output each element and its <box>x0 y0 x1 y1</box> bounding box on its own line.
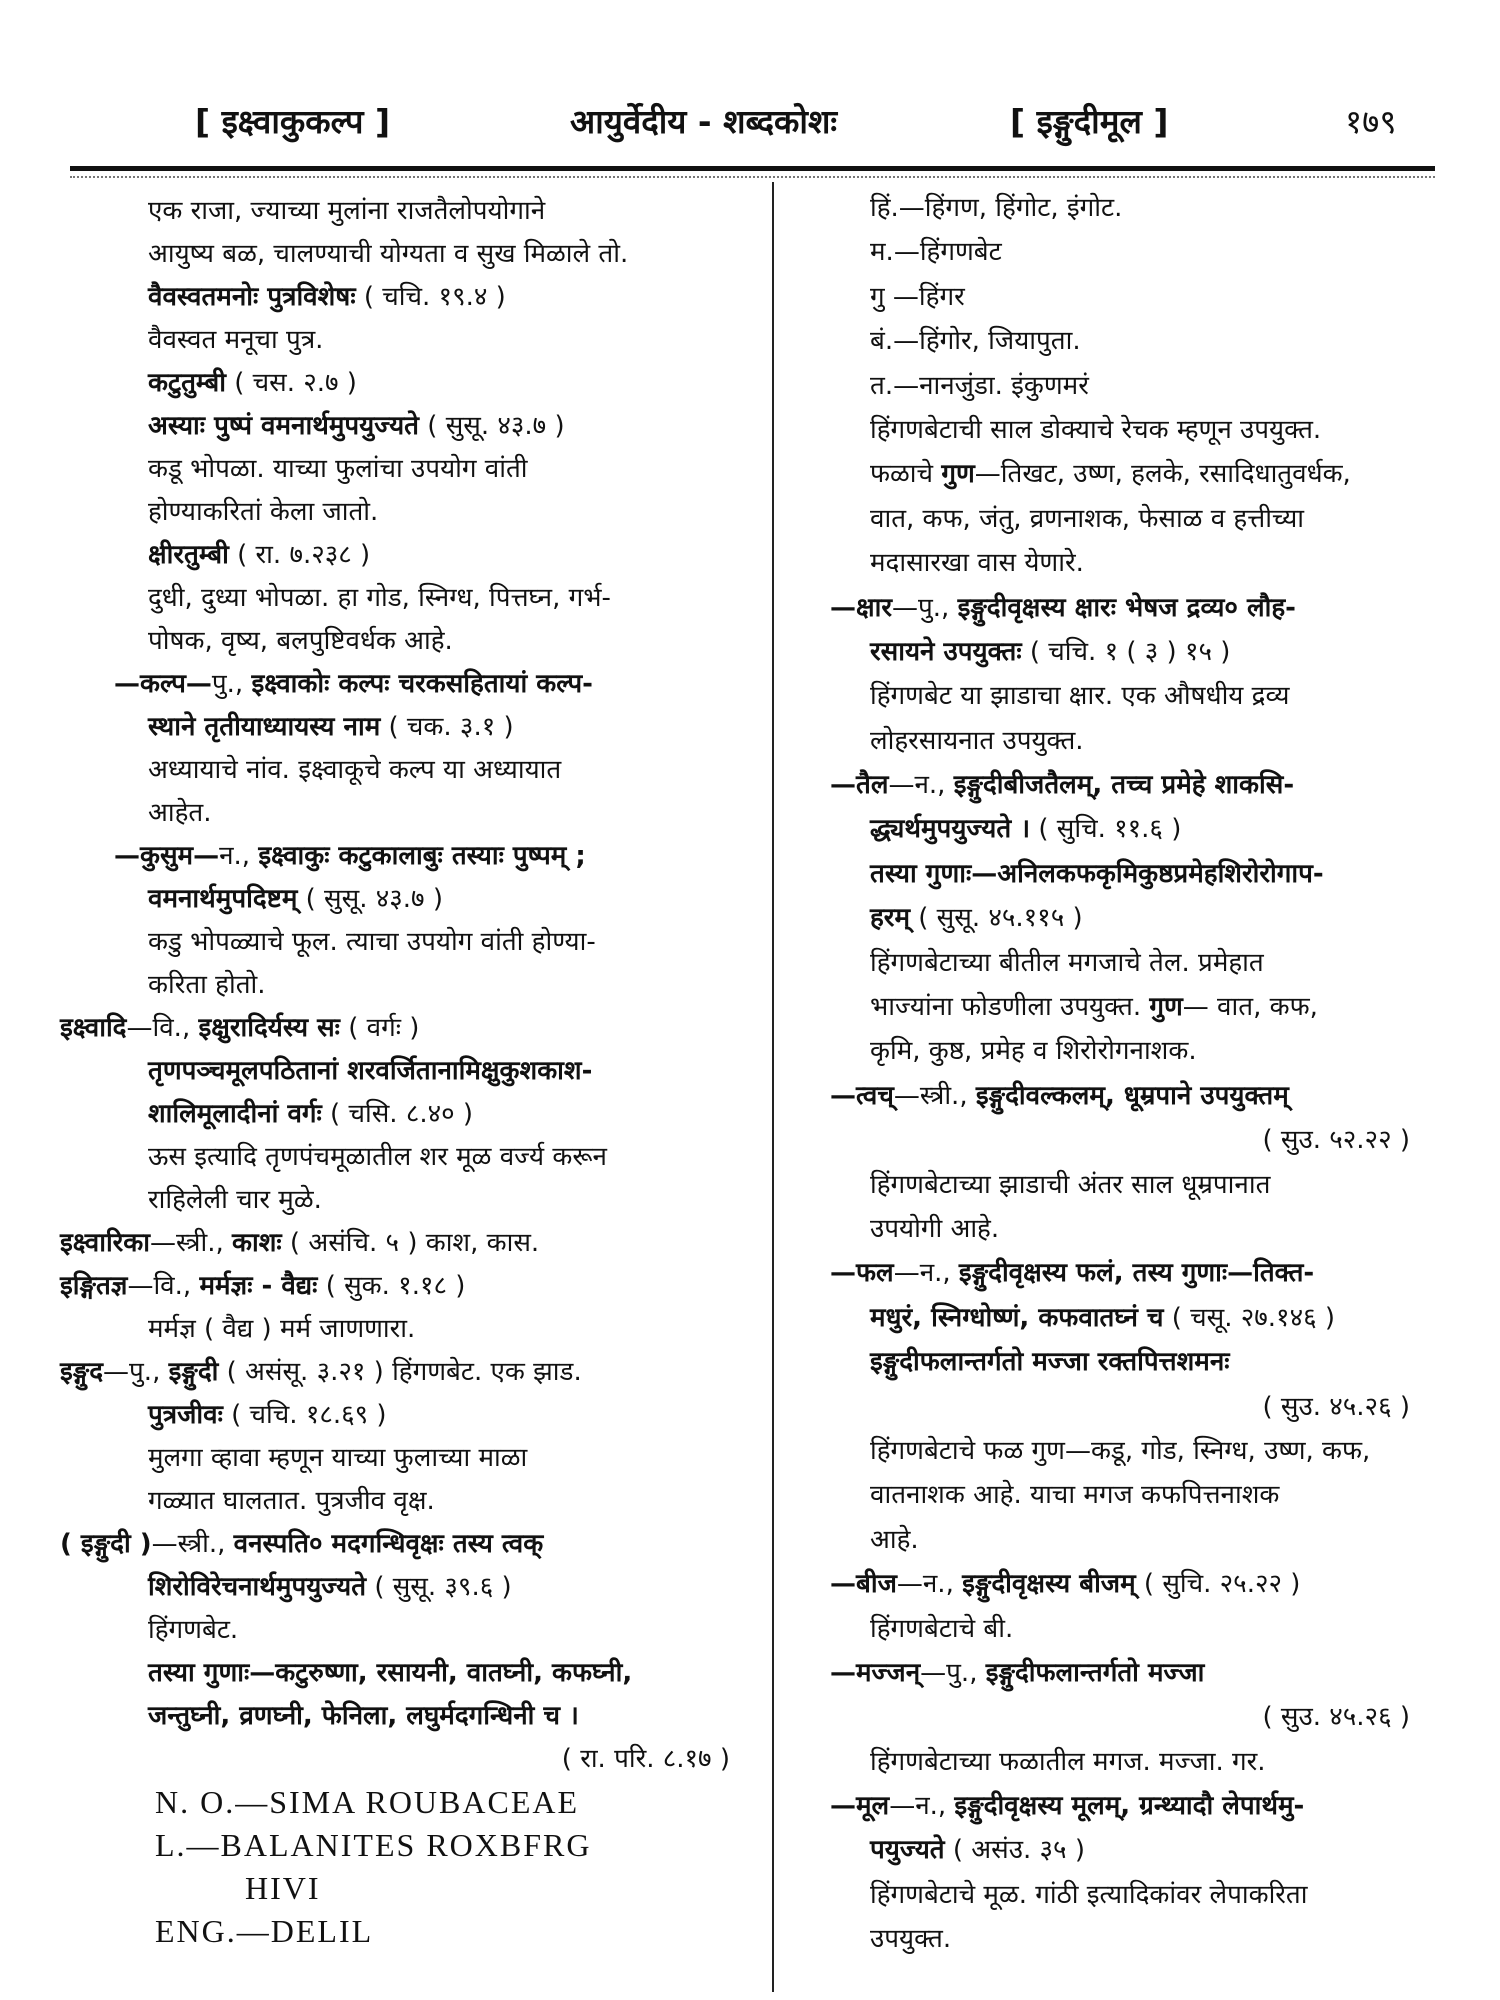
text-line <box>830 896 1440 940</box>
header-dotted-rule <box>70 176 1435 178</box>
text-line <box>60 319 760 362</box>
text: ( चचि. १ ( ३ ) १५ ) <box>1021 636 1231 667</box>
running-head-left: [ इक्ष्वाकुकल्प ] <box>195 102 391 141</box>
text: ( चचि. १९.४ ) <box>355 282 506 312</box>
text: —वि., <box>126 1013 199 1043</box>
bold-text: इङ्गुदीवृक्षस्य फलं, तस्य गुणाः—तिक्त- <box>958 1258 1315 1289</box>
text: होण्याकरितां केला जातो. <box>148 497 379 527</box>
text: हिंगणबेटाची साल डोक्याचे रेचक म्हणून उपयुक्त. <box>870 414 1322 445</box>
text-line <box>830 1385 1440 1429</box>
text-line <box>830 1029 1440 1073</box>
entry-headword-line <box>830 586 1440 630</box>
text: ( असंचि. ५ ) काश, कास. <box>281 1228 540 1258</box>
text-line <box>830 1828 1440 1872</box>
sub-entry-line <box>60 835 760 878</box>
text: गु —हिंगर <box>870 281 965 312</box>
text-line <box>830 452 1440 496</box>
text-line <box>830 364 1440 408</box>
text: —न., <box>896 1569 963 1600</box>
text: म.—हिंगणबेट <box>870 237 1002 268</box>
bold-text: इक्ष्वादि <box>60 1013 127 1043</box>
text-line <box>830 941 1440 985</box>
bold-text: —फल <box>830 1258 894 1289</box>
bold-text: ( इङ्गुदी ) <box>60 1529 152 1559</box>
text-line <box>60 921 760 964</box>
text: एक राजा, ज्याच्या मुलांना राजतैलोपयोगाने <box>148 196 546 226</box>
text: ( रा. परि. ८.१७ ) <box>561 1744 730 1774</box>
text: त.—नानजुंडा. इंकुणमरं <box>870 370 1089 401</box>
bold-text: इङ्गुदीफलान्तर्गतो मज्जा रक्तपित्तशमनः <box>870 1347 1230 1378</box>
text-line <box>60 1910 760 1953</box>
text: हिंगणबेटाच्या बीतील मगजाचे तेल. प्रमेहात <box>870 947 1264 978</box>
text-line <box>60 448 760 491</box>
bold-text: —कल्प— <box>114 669 212 699</box>
bold-text: काशः <box>232 1228 282 1258</box>
entry-headword-line <box>830 1651 1440 1695</box>
text: L.—BALANITES ROXBFRG <box>155 1827 592 1863</box>
bold-text: तस्या गुणाः—अनिलकफकृमिकुष्ठप्रमेहशिरोरोगाप- <box>870 858 1324 889</box>
text: ( चसि. ८.४० ) <box>321 1099 474 1129</box>
text: ( असंसू. ३.२१ ) हिंगणबेट. एक झाड. <box>218 1357 582 1387</box>
text-line <box>830 1429 1440 1473</box>
text-line <box>830 674 1440 718</box>
text: ( असंउ. ३५ ) <box>944 1835 1085 1866</box>
bold-text: —मूल <box>830 1791 890 1822</box>
text-line <box>60 1136 760 1179</box>
text-line <box>60 190 760 233</box>
entry-headword-line <box>830 1784 1440 1828</box>
bold-text: इङ्गुदीवृक्षस्य बीजम् <box>962 1569 1136 1600</box>
bold-text: तस्या गुणाः—कटुरुष्णा, रसायनी, वातघ्नी, कफघ्नी, <box>148 1658 633 1688</box>
text: वात, कफ, जंतु, व्रणनाशक, फेसाळ व हत्तीच्या <box>870 503 1305 534</box>
text: — वात, कफ, <box>1182 992 1318 1023</box>
header-rule <box>70 166 1435 171</box>
text-line <box>830 1473 1440 1517</box>
text-line <box>830 1695 1440 1739</box>
text: ऊस इत्यादि तृणपंचमूळातील शर मूळ वर्ज्य करून <box>148 1142 607 1172</box>
text: हिंगणबेटाच्या झाडाची अंतर साल धूम्रपानात <box>870 1169 1271 1200</box>
page-number: १७९ <box>1345 102 1397 141</box>
bold-text: इक्ष्वारिका <box>60 1228 151 1258</box>
text-line <box>60 1652 760 1695</box>
entry-headword-line <box>830 1562 1440 1606</box>
bold-text: इक्षुरादिर्यस्य सः <box>198 1013 340 1043</box>
bold-text: —कुसुम— <box>114 841 220 871</box>
text: —पु., <box>103 1357 169 1387</box>
text-line <box>60 1695 760 1738</box>
text: —पु., <box>892 592 958 623</box>
text: अध्यायाचे नांव. इक्ष्वाकूचे कल्प या अध्यायात <box>148 755 562 785</box>
text-line <box>830 1163 1440 1207</box>
text-line <box>60 1437 760 1480</box>
text: आहे. <box>870 1524 919 1555</box>
text-line <box>60 1824 760 1867</box>
text-line <box>830 230 1440 274</box>
bold-text: द्ध्यर्थमुपयुज्यते । <box>870 814 1031 845</box>
bold-text: रसायने उपयुक्तः <box>870 636 1022 667</box>
text-line <box>60 1308 760 1351</box>
bold-text: इङ्गुद <box>60 1357 104 1387</box>
text-line <box>830 1740 1440 1784</box>
text-line <box>830 1296 1440 1340</box>
bold-text: इङ्गुदीबीजतैलम्, तच्च प्रमेहे शाकसि- <box>953 770 1295 801</box>
text-line <box>830 186 1440 230</box>
text-line <box>830 630 1440 674</box>
text: HIVI <box>245 1870 321 1906</box>
text: ( सुसू. ४३.७ ) <box>297 884 443 914</box>
bold-text: क्षीरतुम्बी <box>148 540 229 570</box>
text: —स्त्री., <box>151 1529 234 1559</box>
text: N. O.—SIMA ROUBACEAE <box>155 1784 580 1820</box>
text-line <box>60 1394 760 1437</box>
text-line <box>830 985 1440 1029</box>
text: हिंगणबेटाचे फळ गुण—कडू, गोड, स्निग्ध, उष्ण, कफ, <box>870 1435 1371 1466</box>
bold-text: शालिमूलादीनां वर्गः <box>148 1099 322 1129</box>
text: पु., <box>211 669 252 699</box>
text-line <box>60 1566 760 1609</box>
bold-text: —मज्जन् <box>830 1657 921 1688</box>
bold-text: तृणपञ्चमूलपठितानां शरवर्जितानामिक्षुकुशकाश- <box>148 1056 593 1086</box>
right-column <box>830 186 1440 1962</box>
text: मर्मज्ञ ( वैद्य ) मर्म जाणणारा. <box>148 1314 416 1344</box>
text: ( रा. ७.२३८ ) <box>228 540 371 570</box>
text-line <box>830 719 1440 763</box>
text: ( सुसू. ४३.७ ) <box>419 411 565 441</box>
bold-text: —बीज <box>830 1569 897 1600</box>
text: कडू भोपळा. याच्या फुलांचा उपयोग वांती <box>148 454 528 484</box>
text-line <box>60 749 760 792</box>
left-column <box>60 190 760 1953</box>
bold-text: कटुतुम्बी <box>148 368 226 398</box>
bold-text: —तैल <box>830 770 889 801</box>
text-line <box>60 706 760 749</box>
bold-text: वनस्पति० मदगन्धिवृक्षः तस्य त्वक् <box>233 1529 544 1559</box>
text-line <box>830 807 1440 851</box>
bold-text: इङ्गुदीवृक्षस्य क्षारः भेषज द्रव्य० लौह- <box>957 592 1296 623</box>
text: हिंगणबेटाचे बी. <box>870 1613 1014 1644</box>
text: हिंगणबेटाच्या फळातील मगज. मज्जा. गर. <box>870 1746 1266 1777</box>
text: हिंगणबेट. <box>148 1615 239 1645</box>
text: मदासारखा वास येणारे. <box>870 548 1084 579</box>
text: उपयोगी आहे. <box>870 1213 1000 1244</box>
bold-text: इङ्गुदीवृक्षस्य मूलम्, ग्रन्थ्यादौ लेपार्थमु- <box>954 1791 1305 1822</box>
bold-text: हरम् <box>870 903 910 934</box>
text-line <box>830 275 1440 319</box>
text: कृमि, कुष्ठ, प्रमेह व शिरोरोगनाशक. <box>870 1036 1197 1067</box>
text: ( सुसू. ३९.६ ) <box>366 1572 512 1602</box>
bold-text: इक्ष्वाकुः कटुकालाबुः तस्याः पुष्पम् ; <box>258 841 586 871</box>
text: बं.—हिंगोर, जियापुता. <box>870 326 1081 357</box>
bold-text: इङ्गितज्ञ <box>60 1271 128 1301</box>
text-line <box>830 852 1440 896</box>
text: ( सुचि. ११.६ ) <box>1030 814 1182 845</box>
entry-headword-line <box>830 763 1440 807</box>
text-line <box>830 319 1440 363</box>
bold-text: शिरोविरेचनार्थमुपयुज्यते <box>148 1572 367 1602</box>
entry-headword-line <box>60 1351 760 1394</box>
text: ( चचि. १८.६९ ) <box>222 1400 387 1430</box>
text: उपयुक्त. <box>870 1924 952 1955</box>
bold-text: इङ्गुदीफलान्तर्गतो मज्जा <box>985 1657 1205 1688</box>
text: फळाचे <box>870 459 942 490</box>
bold-text: वमनार्थमुपदिष्टम् <box>148 884 298 914</box>
text-line <box>60 362 760 405</box>
text: ( वर्गः ) <box>339 1013 420 1043</box>
text: कडु भोपळ्याचे फूल. त्याचा उपयोग वांती होण्या- <box>148 927 596 957</box>
text-line <box>60 964 760 1007</box>
text: पोषक, वृष्य, बलपुष्टिवर्धक आहे. <box>148 626 453 656</box>
text-line <box>60 534 760 577</box>
bold-text: इक्ष्वाकोः कल्पः चरकसहितायां कल्प- <box>251 669 593 699</box>
bold-text: मर्मज्ञः - वैद्यः <box>199 1271 318 1301</box>
text: हिंगणबेट या झाडाचा क्षार. एक औषधीय द्रव्य <box>870 681 1290 712</box>
text-line <box>830 1917 1440 1961</box>
text-line <box>60 1093 760 1136</box>
bold-text: —त्वच् <box>830 1080 894 1111</box>
text: हिं.—हिंगण, हिंगोट, इंगोट. <box>870 193 1123 223</box>
text-line <box>830 1873 1440 1917</box>
text: —स्त्री., <box>893 1080 976 1111</box>
text: ( चक. ३.१ ) <box>380 712 514 742</box>
text: मुलगा व्हावा म्हणून याच्या फुलाच्या माळा <box>148 1443 528 1473</box>
text: आहेत. <box>148 798 212 828</box>
text-line <box>60 792 760 835</box>
bold-text: स्थाने तृतीयाध्यायस्य नाम <box>148 712 381 742</box>
text: करिता होतो. <box>148 970 266 1000</box>
bold-text: जन्तुघ्नी, व्रणघ्नी, फेनिला, लघुर्मदगन्धिनी च । <box>148 1701 579 1731</box>
page-title: आयुर्वेदीय - शब्दकोशः <box>570 102 838 141</box>
text: भाज्यांना फोडणीला उपयुक्त. <box>870 992 1150 1023</box>
text-line <box>60 1738 760 1781</box>
text-line <box>830 408 1440 452</box>
text-line <box>830 1607 1440 1651</box>
bold-text: इङ्गुदी <box>168 1357 219 1387</box>
text: हिंगणबेटाचे मूळ. गांठी इत्यादिकांवर लेपाकरिता <box>870 1879 1308 1910</box>
text-line <box>830 1118 1440 1162</box>
text-line <box>60 1480 760 1523</box>
text-line <box>60 878 760 921</box>
bold-text: —क्षार <box>830 592 893 623</box>
text: वैवस्वत मनूचा पुत्र. <box>148 325 324 355</box>
text-line <box>830 497 1440 541</box>
entry-headword-line <box>60 1523 760 1566</box>
text: —पु., <box>920 1657 986 1688</box>
text-line <box>830 541 1440 585</box>
bold-text: वैवस्वतमनोः पुत्रविशेषः <box>148 282 356 312</box>
text: वातनाशक आहे. याचा मगज कफपित्तनाशक <box>870 1480 1280 1511</box>
text: गळ्यात घालतात. पुत्रजीव वृक्ष. <box>148 1486 435 1516</box>
text: ( सुचि. २५.२२ ) <box>1135 1569 1301 1600</box>
text: —न., <box>888 770 954 801</box>
running-head-right: [ इङ्गुदीमूल ] <box>1010 102 1169 141</box>
text: आयुष्य बळ, चालण्याची योग्यता व सुख मिळाले तो. <box>148 239 629 269</box>
text-line <box>830 1518 1440 1562</box>
column-divider <box>772 182 774 1992</box>
text: —न., <box>893 1258 959 1289</box>
text: ( सुक. १.१८ ) <box>317 1271 466 1301</box>
text: ( सुउ. ४५.२६ ) <box>1262 1702 1410 1733</box>
text-line <box>60 1609 760 1652</box>
text: ( सुउ. ४५.२६ ) <box>1262 1391 1410 1422</box>
bold-text: पयुज्यते <box>870 1835 945 1866</box>
text: लोहरसायनात उपयुक्त. <box>870 725 1084 756</box>
text-line <box>60 276 760 319</box>
entry-headword-line <box>60 1222 760 1265</box>
bold-text: पुत्रजीवः <box>148 1400 223 1430</box>
text: —स्त्री., <box>150 1228 233 1258</box>
text: राहिलेली चार मुळे. <box>148 1185 322 1215</box>
sub-entry-line <box>60 663 760 706</box>
text-line <box>830 1207 1440 1251</box>
text: न., <box>219 841 259 871</box>
text-line <box>60 1050 760 1093</box>
bold-text: मधुरं, स्निग्धोष्णं, कफवातघ्नं च <box>870 1302 1164 1333</box>
text-line <box>60 620 760 663</box>
text: —वि., <box>127 1271 200 1301</box>
text-line <box>60 405 760 448</box>
entry-headword-line <box>830 1251 1440 1295</box>
text-line <box>60 1781 760 1824</box>
text: ENG.—DELIL <box>155 1913 374 1949</box>
entry-headword-line <box>830 1074 1440 1118</box>
text-line <box>60 491 760 534</box>
text: ( चस. २.७ ) <box>225 368 357 398</box>
text-line <box>830 1340 1440 1384</box>
bold-text: अस्याः पुष्पं वमनार्थमुपयुज्यते <box>148 411 420 441</box>
text-line <box>60 233 760 276</box>
entry-headword-line <box>60 1007 760 1050</box>
text: —तिखट, उष्ण, हलके, रसादिधातुवर्धक, <box>974 459 1351 490</box>
bold-text: गुण <box>941 459 975 490</box>
bold-text: इङ्गुदीवल्कलम्, धूम्रपाने उपयुक्तम् <box>975 1080 1289 1111</box>
text-line <box>60 1179 760 1222</box>
text: ( चसू. २७.१४६ ) <box>1163 1302 1336 1333</box>
text: ( सुसू. ४५.११५ ) <box>910 903 1083 934</box>
bold-text: गुण <box>1149 992 1183 1023</box>
text: —न., <box>889 1791 955 1822</box>
text-line <box>60 577 760 620</box>
text: ( सुउ. ५२.२२ ) <box>1262 1125 1410 1156</box>
text-line <box>60 1867 760 1910</box>
text: दुधी, दुध्या भोपळा. हा गोड, स्निग्ध, पित्तघ्न, गर्भ- <box>148 583 611 613</box>
entry-headword-line <box>60 1265 760 1308</box>
